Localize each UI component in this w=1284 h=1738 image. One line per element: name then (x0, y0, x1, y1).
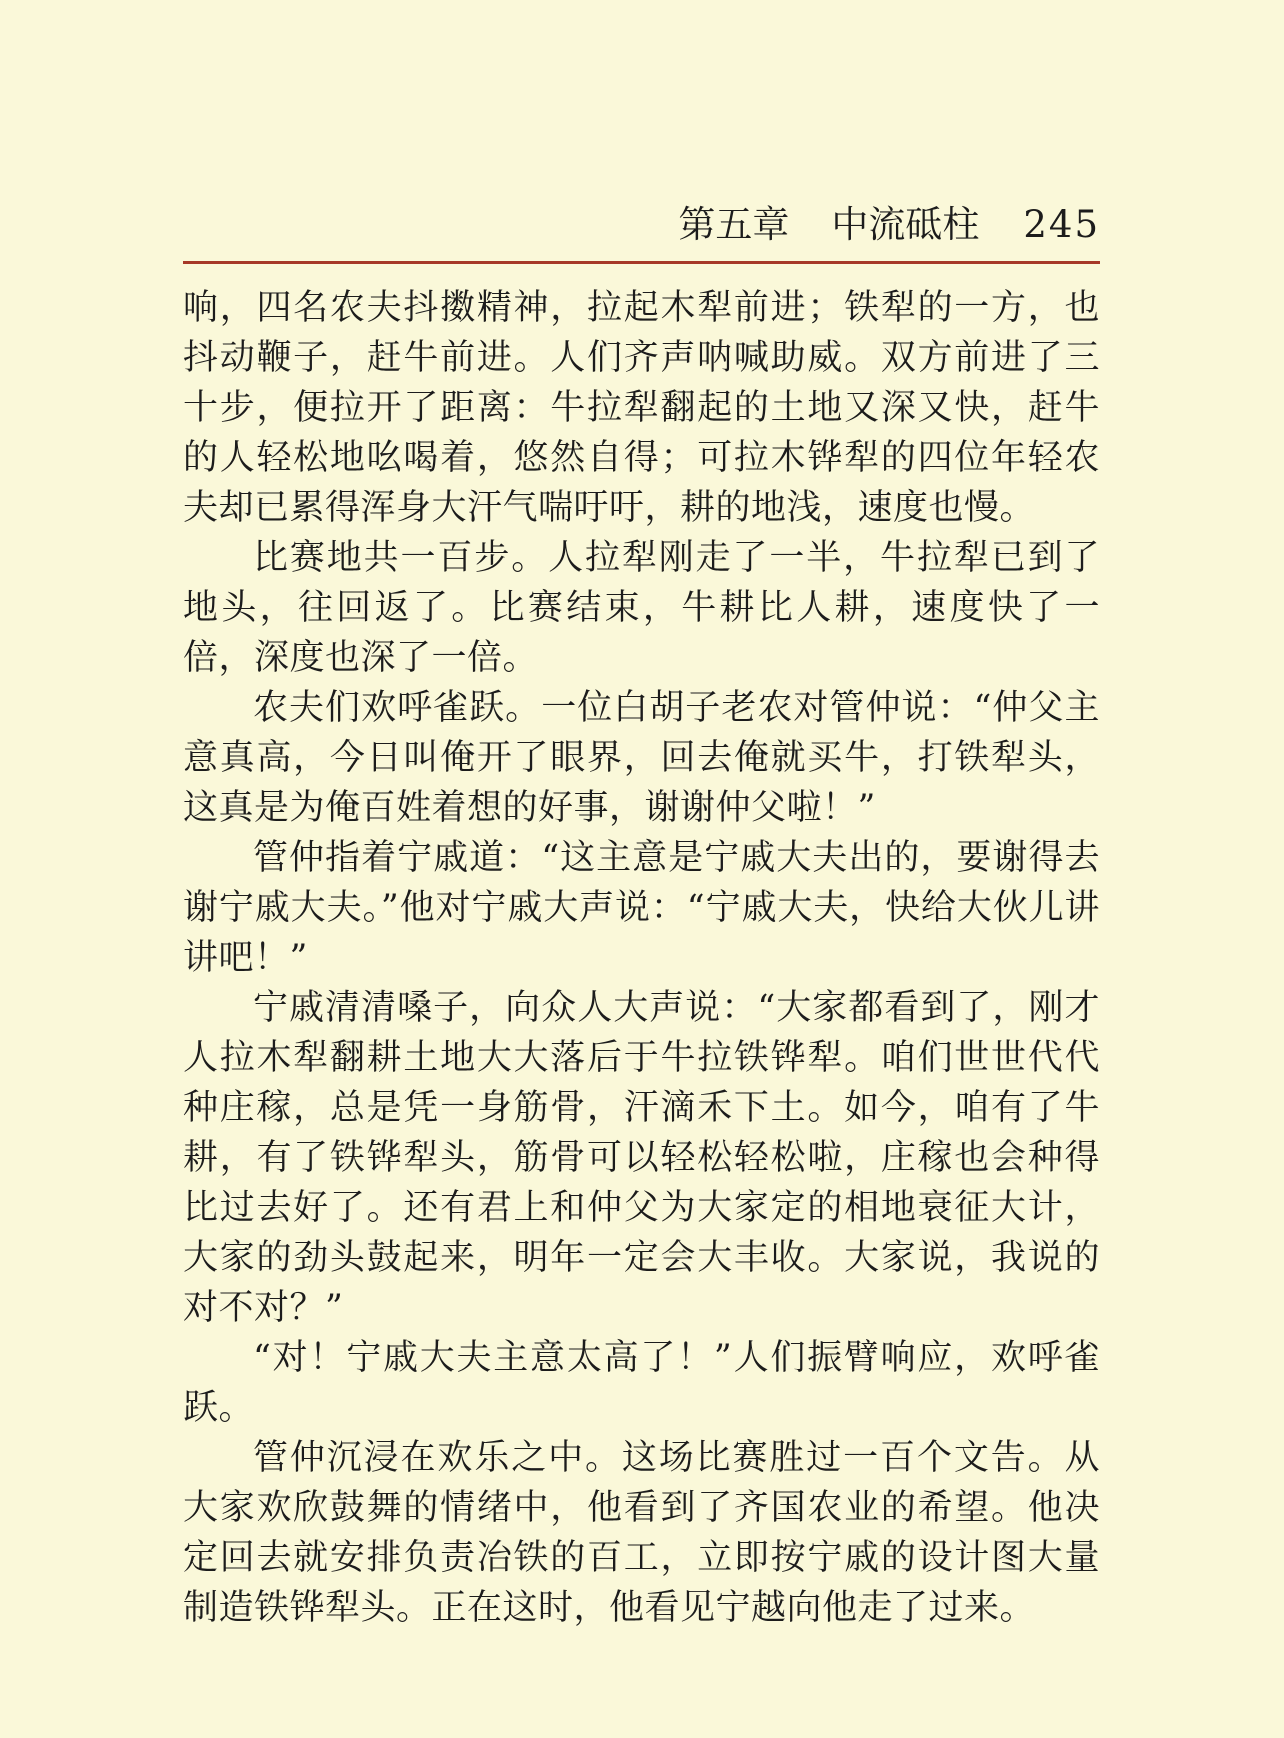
paragraph: 宁戚清清嗓子，向众人大声说：“大家都看到了，刚才人拉木犁翻耕土地大大落后于牛拉铁铧犁。咱们世世代代种庄稼，总是凭一身筋骨，汗滴禾下土。如今，咱有了牛耕，有了铁铧犁头，筋骨可以轻松轻松啦，庄稼也会种得比过去好了。还有君上和仲父为大家定的相地衰征大计，大家的劲头鼓起来，明年一定会大丰收。大家说，我说的对不对？” (183, 988, 1100, 1328)
paragraph: 比赛地共一百步。人拉犁刚走了一半，牛拉犁已到了地头，往回返了。比赛结束，牛耕比人耕，速度快了一倍，深度也深了一倍。 (183, 538, 1100, 678)
paragraph: 管仲指着宁戚道：“这主意是宁戚大夫出的，要谢得去谢宁戚大夫。”他对宁戚大声说：“宁戚大夫，快给大伙儿讲讲吧！” (183, 838, 1100, 978)
chapter-number: 第五章 (678, 203, 790, 246)
header-rule (183, 261, 1100, 264)
paragraph: “对！宁戚大夫主意太高了！”人们振臂响应，欢呼雀跃。 (183, 1338, 1100, 1428)
running-header (183, 203, 1100, 247)
body-text (183, 283, 1100, 1633)
chapter-title: 中流砥柱 (831, 203, 980, 246)
paragraph: 管仲沉浸在欢乐之中。这场比赛胜过一百个文告。从大家欢欣鼓舞的情绪中，他看到了齐国农业的希望。他决定回去就安排负责冶铁的百工，立即按宁戚的设计图大量制造铁铧犁头。正在这时，他看见宁越向他走了过来。 (183, 1438, 1100, 1628)
paragraph: 农夫们欢呼雀跃。一位白胡子老农对管仲说：“仲父主意真高，今日叫俺开了眼界，回去俺就买牛，打铁犁头，这真是为俺百姓着想的好事，谢谢仲父啦！” (183, 688, 1100, 828)
paragraph: 响，四名农夫抖擞精神，拉起木犁前进；铁犁的一方，也抖动鞭子，赶牛前进。人们齐声呐喊助威。双方前进了三十步，便拉开了距离：牛拉犁翻起的土地又深又快，赶牛的人轻松地吆喝着，悠然自得；可拉木铧犁的四位年轻农夫却已累得浑身大汗气喘吁吁，耕的地浅，速度也慢。 (183, 288, 1100, 528)
page-number: 245 (1023, 203, 1100, 246)
